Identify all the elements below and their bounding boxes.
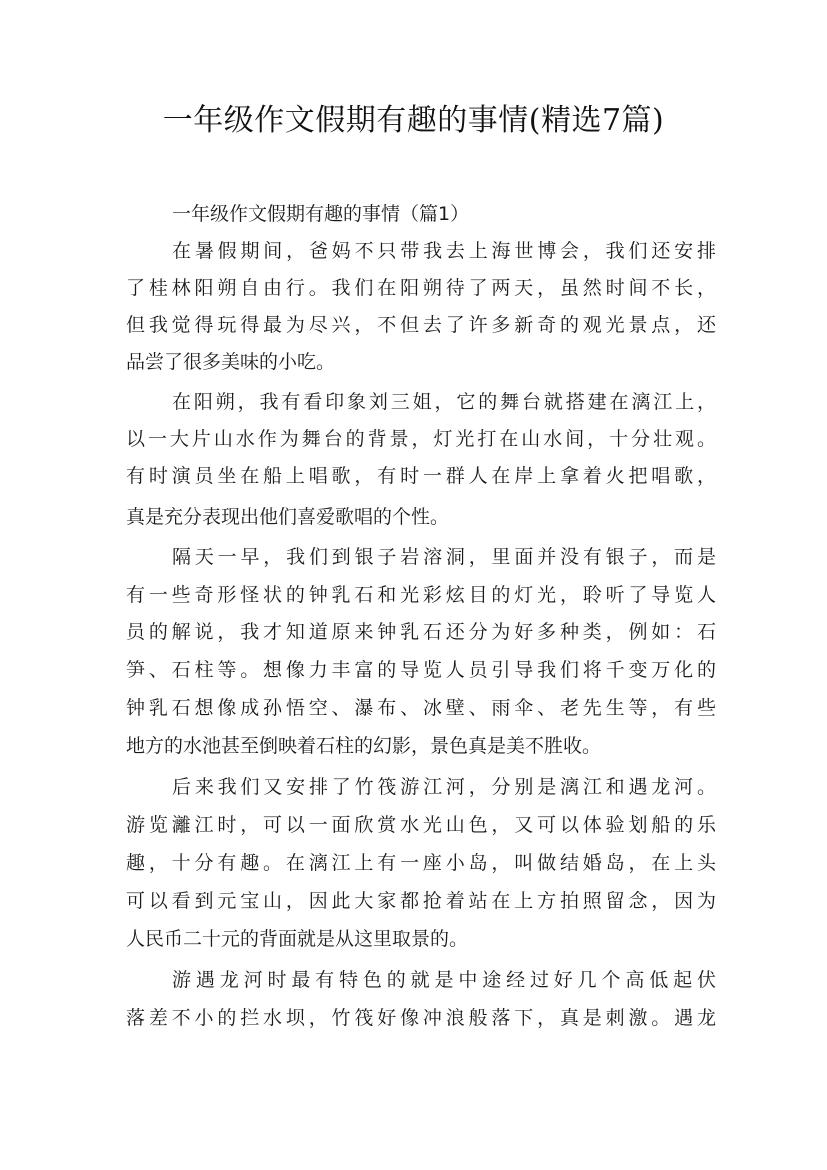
paragraph-line: 隔天一早，我们到银子岩溶洞，里面并没有银子，而是 xyxy=(172,546,716,568)
paragraph-line: 以一大片山水作为舞台的背景，灯光打在山水间，十分壮观。 xyxy=(126,428,716,450)
paragraph-line: 但我觉得玩得最为尽兴，不但去了许多新奇的观光景点，还 xyxy=(126,314,716,336)
paragraph-line: 钟乳石想像成孙悟空、瀑布、冰壁、雨伞、老先生等，有些 xyxy=(126,697,716,719)
paragraph-line: 真是充分表现出他们喜爱歌唱的个性。 xyxy=(126,506,450,528)
paragraph-line: 笋、石柱等。想像力丰富的导览人员引导我们将千变万化的 xyxy=(126,659,716,681)
paragraph-line: 了桂林阳朔自由行。我们在阳朔待了两天，虽然时间不长， xyxy=(126,277,716,299)
paragraph-line: 后来我们又安排了竹筏游江河，分别是漓江和遇龙河。 xyxy=(172,776,716,798)
paragraph-line: 游遇龙河时最有特色的就是中途经过好几个高低起伏 xyxy=(172,969,716,991)
paragraph-line: 在阳朔，我有看印象刘三姐，它的舞台就搭建在漓江上， xyxy=(172,391,716,413)
paragraph-line: 落差不小的拦水坝，竹筏好像冲浪般落下，真是刺激。遇龙 xyxy=(126,1007,716,1029)
paragraph-line: 在暑假期间，爸妈不只带我去上海世博会，我们还安排 xyxy=(172,240,716,262)
paragraph-line: 人民币二十元的背面就是从这里取景的。 xyxy=(126,928,469,950)
paragraph-line: 员的解说，我才知道原来钟乳石还分为好多种类，例如：石 xyxy=(126,621,716,643)
document-title: 一年级作文假期有趣的事情(精选7篇) xyxy=(162,103,665,138)
paragraph-line: 有时演员坐在船上唱歌，有时一群人在岸上拿着火把唱歌， xyxy=(126,465,716,487)
paragraph-line: 趣，十分有趣。在漓江上有一座小岛，叫做结婚岛，在上头 xyxy=(126,852,716,874)
paragraph-line: 游览灕江时，可以一面欣赏水光山色，又可以体验划船的乐 xyxy=(126,814,716,836)
paragraph-line: 地方的水池甚至倒映着石柱的幻影，景色真是美不胜收。 xyxy=(126,735,602,757)
paragraph-line: 有一些奇形怪状的钟乳石和光彩炫目的灯光，聆听了导览人 xyxy=(126,584,716,606)
paragraph-line: 可以看到元宝山，因此大家都抢着站在上方拍照留念，因为 xyxy=(126,890,716,912)
paragraph-line: 品尝了很多美味的小吃。 xyxy=(126,351,336,373)
section-heading: 一年级作文假期有趣的事情（篇1） xyxy=(172,203,470,225)
